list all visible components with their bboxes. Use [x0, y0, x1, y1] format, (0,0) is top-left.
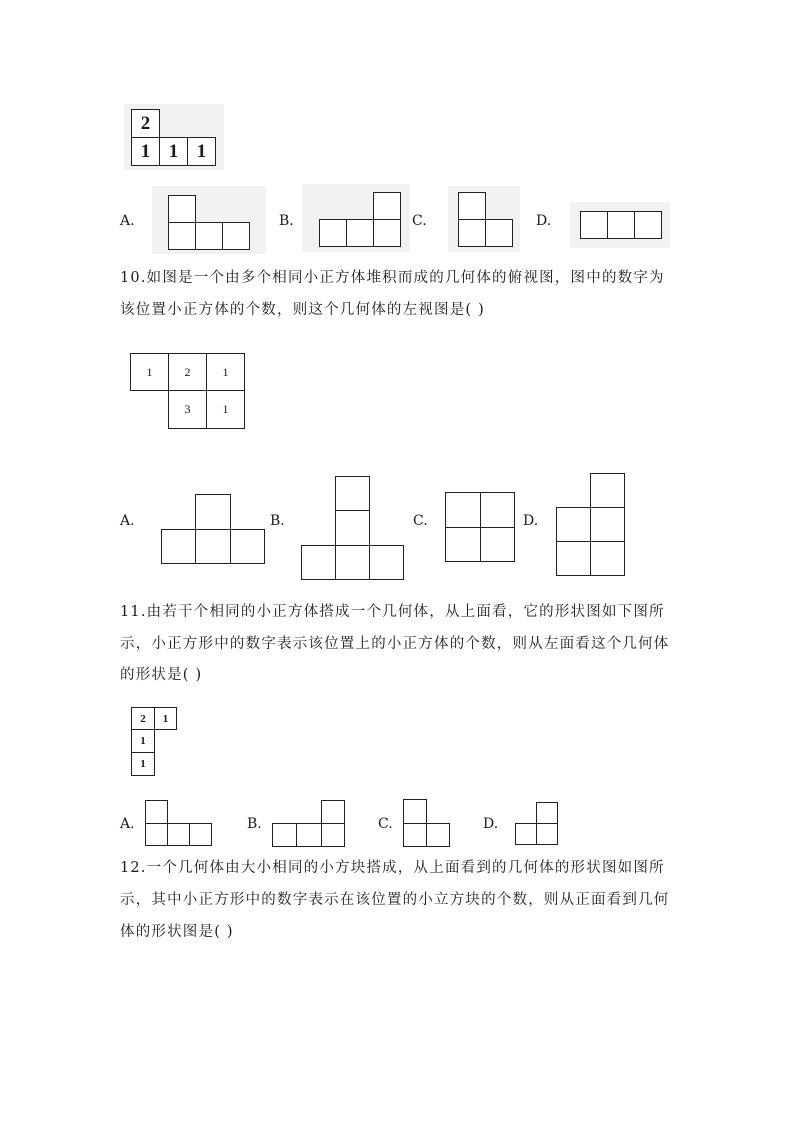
- q10-d-square: [590, 541, 625, 576]
- q9-d-square: [580, 211, 608, 239]
- q10-cell-number: 1: [222, 364, 229, 379]
- q10-cell: [206, 390, 245, 429]
- q9-option-b-label: B.: [279, 213, 294, 229]
- q10-a-square: [195, 529, 231, 564]
- q10-text-line-2: 该位置小正方体的个数，则这个几何体的左视图是( ): [120, 302, 485, 318]
- q11-a-square: [189, 823, 212, 846]
- q9-cell: [131, 109, 160, 138]
- q9-c-square: [458, 219, 486, 247]
- q10-cell-number: 2: [184, 364, 191, 379]
- q10-c-square: [445, 527, 481, 562]
- q10-cell: [168, 390, 207, 429]
- q11-d-square: [536, 802, 558, 824]
- q11-a-square: [167, 823, 190, 846]
- q12-text-line-3: 体的形状图是( ): [120, 924, 234, 940]
- q9-d-square: [634, 211, 662, 239]
- q10-option-c-label: C.: [413, 513, 428, 529]
- q11-d-square: [515, 823, 537, 845]
- q9-b-square: [373, 192, 401, 220]
- q11-b-square: [321, 800, 345, 824]
- q9-d-square: [607, 211, 635, 239]
- q10-cell: [206, 353, 245, 391]
- q10-d-square: [590, 507, 625, 542]
- q10-b-square: [335, 545, 370, 580]
- q10-b-square: [301, 545, 336, 580]
- q9-b-square: [319, 219, 347, 247]
- q10-option-b-label: B.: [270, 513, 285, 529]
- q11-option-b-label: B.: [247, 816, 262, 832]
- q10-b-square: [335, 476, 370, 511]
- q11-d-square: [536, 823, 558, 845]
- q11-a-square: [145, 800, 168, 824]
- q10-option-d-label: D.: [523, 513, 539, 529]
- q10-cell: [168, 353, 207, 391]
- q11-b-square: [296, 823, 322, 847]
- q11-cell-number: 1: [140, 758, 146, 770]
- q11-option-d-label: D.: [483, 816, 499, 832]
- q9-cell: [131, 137, 160, 166]
- q11-cell: [131, 752, 155, 776]
- q9-cell-number: 1: [140, 140, 151, 162]
- q11-c-square: [403, 823, 427, 847]
- q12-text-line-2: 示，其中小正方形中的数字表示在该位置的小立方块的个数，则从正面看到几何: [120, 892, 670, 908]
- q10-b-square: [335, 510, 370, 546]
- q11-text-line-3: 的形状是( ): [120, 667, 203, 683]
- q9-cell-number: 1: [168, 140, 179, 162]
- q10-c-square: [445, 492, 481, 528]
- q10-d-square: [556, 541, 591, 576]
- q11-option-a-label: A.: [120, 816, 135, 832]
- q11-option-c-label: C.: [378, 816, 393, 832]
- q10-cell-number: 1: [222, 402, 229, 416]
- q11-b-square: [321, 823, 345, 847]
- q10-text-line-1: 10.如图是一个由多个相同小正方体堆积而成的几何体的俯视图，图中的数字为: [120, 270, 665, 286]
- q10-cell-number: 3: [184, 402, 191, 416]
- q10-cell-number: 1: [146, 364, 153, 379]
- q12-text-line-1: 12.一个几何体由大小相同的小方块搭成，从上面看到的几何体的形状图如图所: [120, 860, 665, 876]
- q9-c-square: [458, 192, 486, 220]
- q9-cell: [187, 137, 216, 166]
- q11-c-square: [403, 799, 427, 824]
- q9-cell: [159, 137, 188, 166]
- q9-b-square: [373, 219, 401, 247]
- q9-cell-number: 1: [196, 140, 207, 162]
- q10-d-square: [590, 473, 625, 508]
- q11-cell-number: 2: [140, 712, 146, 725]
- q11-cell: [131, 729, 155, 753]
- q11-text-line-2: 示，小正方形中的数字表示该位置上的小正方体的个数，则从左面看这个几何体: [120, 636, 670, 652]
- q9-a-square: [195, 222, 223, 250]
- q11-b-square: [272, 823, 297, 847]
- q9-a-square: [168, 222, 196, 250]
- q9-option-a-label: A.: [120, 213, 135, 229]
- q9-c-square: [485, 219, 513, 247]
- q9-a-square: [168, 195, 196, 223]
- q9-b-square: [346, 219, 374, 247]
- q10-a-square: [195, 494, 231, 530]
- q9-cell-number: 2: [140, 112, 151, 134]
- q10-c-square: [480, 492, 515, 528]
- q10-d-square: [556, 507, 591, 542]
- q9-a-square: [222, 222, 250, 250]
- q11-cell: [154, 707, 177, 730]
- q9-option-c-label: C.: [412, 213, 427, 229]
- q11-a-square: [145, 823, 168, 846]
- q10-a-square: [161, 529, 196, 564]
- q9-option-d-label: D.: [536, 213, 552, 229]
- q10-a-square: [230, 529, 265, 564]
- q10-b-square: [369, 545, 404, 580]
- q11-cell-number: 1: [162, 712, 169, 725]
- q11-cell-number: 1: [140, 735, 146, 747]
- q11-c-square: [426, 823, 450, 847]
- q10-cell: [130, 353, 169, 391]
- q10-option-a-label: A.: [120, 513, 135, 529]
- q11-cell: [131, 707, 155, 730]
- q10-c-square: [480, 527, 515, 562]
- q11-text-line-1: 11.由若干个相同的小正方体搭成一个几何体，从上面看，它的形状图如下图所: [120, 604, 665, 620]
